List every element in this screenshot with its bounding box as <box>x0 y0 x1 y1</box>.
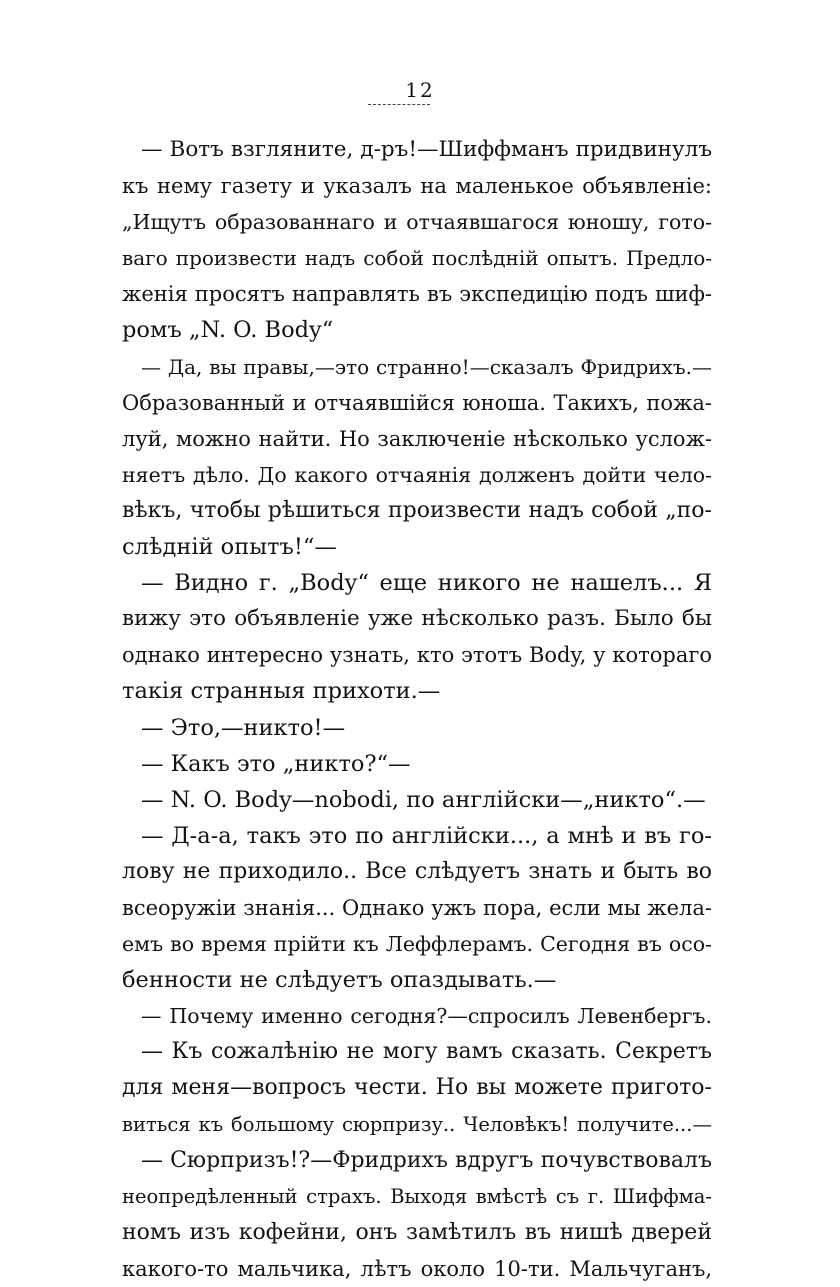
body-text <box>122 132 712 1287</box>
text-line: всеоружіи знанія... Однако ужъ пора, если мы жела- <box>122 895 712 920</box>
text-line: вѣкъ, чтобы рѣшиться произвести надъ собой „по- <box>122 497 712 523</box>
text-line: — Къ сожалѣнію не могу вамъ сказать. Секретъ <box>141 1039 712 1065</box>
text-line: бенности не слѣдуетъ опаздывать.— <box>122 967 557 994</box>
text-line: — Видно г. „Body“ еще никого не нашелъ... Я <box>141 570 712 597</box>
text-line: — Это,—никто!— <box>141 714 346 741</box>
text-line: емъ во время прійти къ Леффлерамъ. Сегодня въ осо- <box>122 932 712 957</box>
text-line: какого-то мальчика, лѣтъ около 10-ти. Мальчуганъ, <box>122 1256 712 1281</box>
text-line: ваго произвести надъ собой послѣдній опытъ. Предло- <box>122 246 712 271</box>
text-line: вижу это объявленіе уже нѣсколько разъ. Было бы <box>122 606 712 632</box>
text-line: Образованный и отчаявшійся юноша. Такихъ, пожа- <box>122 390 712 415</box>
text-line: „Ищутъ образованнаго и отчаявшагося юношу, гото- <box>122 210 712 235</box>
text-line: однако интересно узнать, кто этотъ Body, у котораго <box>122 643 712 668</box>
text-line: луй, можно найти. Но заключеніе нѣсколько услож- <box>122 426 712 451</box>
text-line: — Вотъ взгляните, д-ръ!—Шиффманъ придвинулъ <box>141 137 712 162</box>
text-line: слѣдній опытъ!“— <box>122 534 337 561</box>
text-line: ромъ „N. O. Body“ <box>122 317 334 344</box>
text-line: номъ изъ кофейни, онъ замѣтилъ въ нишѣ дверей <box>122 1219 712 1245</box>
text-line: — Почему именно сегодня?—спросилъ Левенбергъ. <box>141 1004 712 1029</box>
text-line: — Да, вы правы,—это странно!—сказалъ Фридрихъ.— <box>141 354 712 379</box>
text-line: женія просятъ направлять въ экспедицію подъ шиф- <box>122 282 712 307</box>
page-number-rule <box>368 104 430 105</box>
text-line: къ нему газету и указалъ на маленькое объявленіе: <box>122 174 712 199</box>
text-line: — Д-а-а, такъ это по англійски..., а мнѣ и въ го- <box>141 822 712 849</box>
text-line: виться къ большому сюрпризу.. Человѣкъ! получите...— <box>122 1112 712 1136</box>
text-line: неопредѣленный страхъ. Выходя вмѣстѣ съ г. Шиффма- <box>122 1184 712 1208</box>
page-number: 12 <box>405 78 435 102</box>
text-line: няетъ дѣло. До какого отчаянія долженъ дойти чело- <box>122 462 712 487</box>
text-line: — N. O. Body—nobodi, по англійски—„никто“.— <box>141 786 706 813</box>
text-line: для меня—вопросъ чести. Но вы можете пригото- <box>122 1075 712 1101</box>
text-line: — Сюрпризъ!?—Фридрихъ вдругъ почувствовалъ <box>141 1147 712 1173</box>
text-line: лову не приходило.. Все слѣдуетъ знать и быть во <box>122 858 712 884</box>
text-line: — Какъ это „никто?“— <box>141 750 411 777</box>
text-line: такія странныя прихоти.— <box>122 678 441 705</box>
